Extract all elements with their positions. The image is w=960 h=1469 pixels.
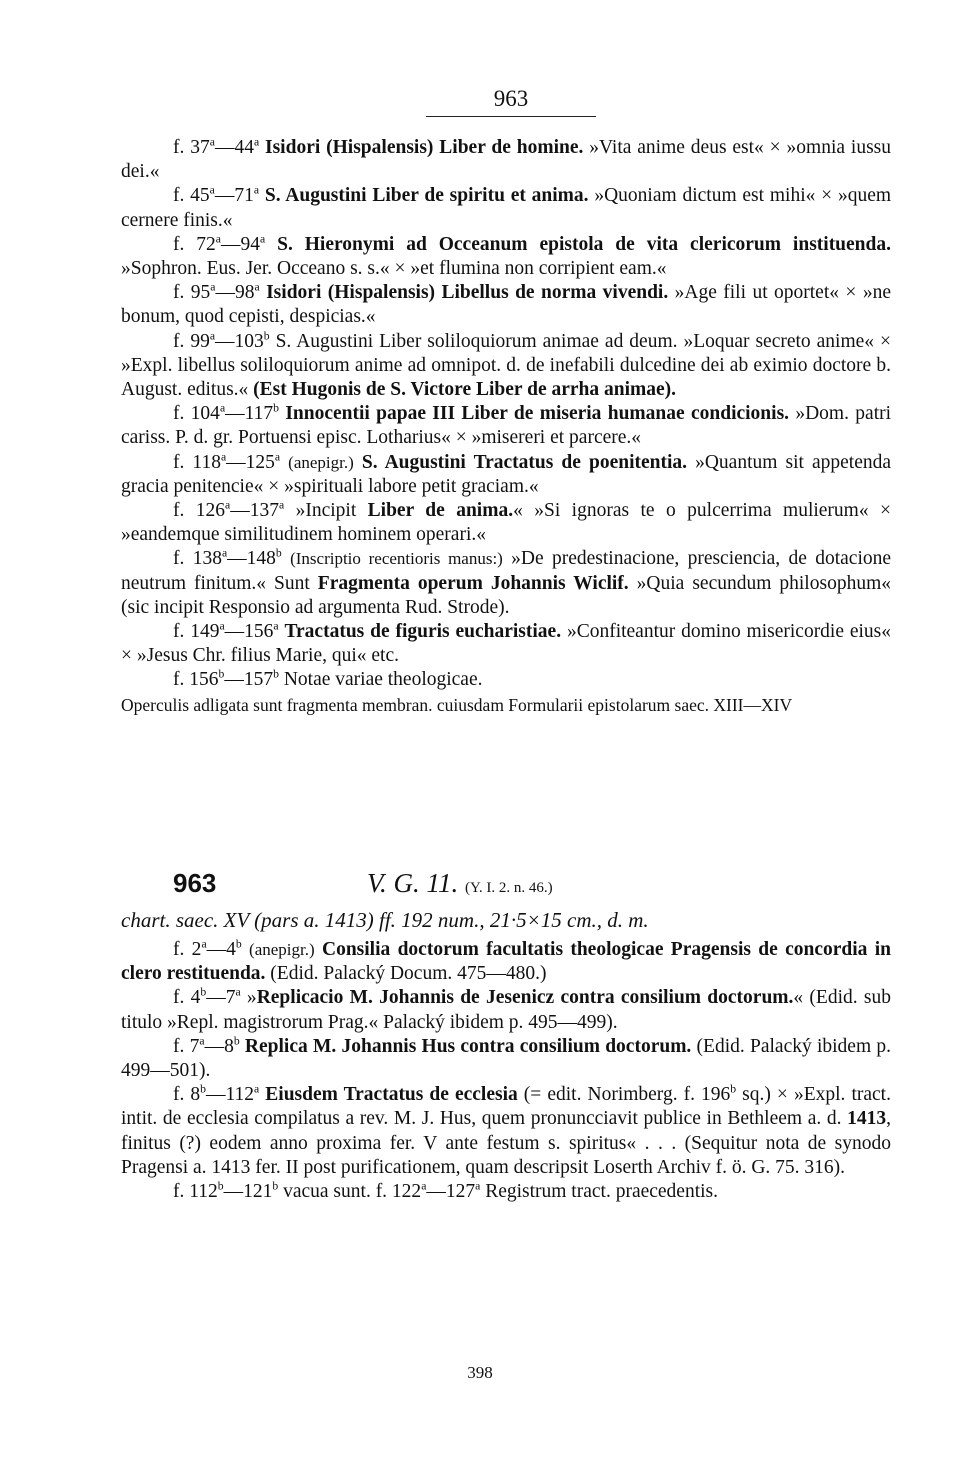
entry-6: f. 118$^a$—125$^a$ (anepigr.) S. Augustini Tractatus de poenitentia. »Quantum sit appetenda gracia penitencie« × »spirituali labore petit graciam.« <box>121 450 892 497</box>
shelfmark-text: V. G. 11. <box>367 868 459 898</box>
catalog-number: 963 <box>173 868 217 898</box>
entry-1: f. 45$^a$—71$^a$ S. Augustini Liber de spiritu et anima. »Quoniam dictum est mihi« × »quem cernere finis.« <box>121 183 892 231</box>
entry-b-0: f. 2$^a$—4$^b$ (anepigr.) Consilia doctorum facultatis theologicae Pragensis de concordia in clero restituenda. (Edid. Palacký Docum. 475—480.) <box>121 937 892 985</box>
entry-5: f. 104$^a$—117$^b$ Innocentii papae III Liber de miseria humanae condicionis. »Dom. patri cariss. P. d. gr. Portuensi episc. Lotharius« × »misereri et parcere.« <box>121 401 892 449</box>
entry-3: f. 95$^a$—98$^a$ Isidori (Hispalensis) Libellus de norma vivendi. »Age fili ut oportet« × »ne bonum, quod cepisti, despicias.« <box>121 280 891 328</box>
entry-b-4: f. 112$^b$—121$^b$ vacua sunt. f. 122$^a$—127$^a$ Registrum tract. praecedentis. <box>173 1179 719 1203</box>
entry-b-2: f. 7$^a$—8$^b$ Replica M. Johannis Hus contra consilium doctorum. (Edid. Palacký ibidem p. 499—501). <box>121 1034 892 1082</box>
entry-b-1: f. 4$^b$—7$^a$ »Replicacio M. Johannis de Jesenicz contra consilium doctorum.« (Edid. sub titulo »Repl. magistrorum Prag.« Palacký ibidem p. 495—499). <box>121 985 891 1033</box>
running-head: 963 <box>426 86 596 117</box>
entry-4: f. 99$^a$—103$^b$ S. Augustini Liber soliloquiorum animae ad deum. »Loquar secreto anime« × »Expl. libellus soliloquiorum anime ad omnipot. d. de inefabili dulcedine dei ab eximio doctore b. August. editus.« (Est Hugonis de S. Victore Liber de arrha animae). <box>121 329 891 401</box>
entry-9: f. 149$^a$—156$^a$ Tractatus de figuris eucharistiae. »Confiteantur domino misericordie eius« × »Jesus Chr. filius Marie, qui« etc. <box>121 619 892 667</box>
entry-8: f. 138$^a$—148$^b$ (Inscriptio recentioris manus:) »De predestinacione, presciencia, de dotacione neutrum finitum.« Sunt Fragmenta operum Johannis Wiclif. »Quia secundum philosophum« (sic incipit Responsio ad argumenta Rud. Strode). <box>121 546 892 618</box>
entry-2: f. 72$^a$—94$^a$ S. Hieronymi ad Occeanum epistola de vita clericorum instituenda. »Sophron. Eus. Jer. Occeano s. s.« × »et flumina non corripient eam.« <box>121 232 891 280</box>
entry-10: f. 156$^b$—157$^b$ Notae variae theologicae. <box>173 667 483 691</box>
entry-b-3: f. 8$^b$—112$^a$ Eiusdem Tractatus de ecclesia (= edit. Norimberg. f. 196$^b$ sq.) × »Expl. tract. intit. de ecclesia compilatus a rev. M. J. Hus, quem pronuncciavit publice in Bethleem a. d. 1413, finitus (?) eodem anno proxima fer. V ante festum s. spiritus« . . . (Sequitur nota de synodo Pragensi a. 1413 fer. II post purificationem, quam descripsit Loserth Archiv f. ö. G. 75. 316). <box>121 1082 891 1178</box>
entries-top <box>121 136 891 717</box>
binding-note: Operculis adligata sunt fragmenta membran. cuiusdam Formularii epistolarum saec. XIII—XIV <box>121 694 793 715</box>
entry-7: f. 126$^a$—137$^a$ »Incipit Liber de anima.« »Si ignoras te o pulcerrima mulierum« × »eandemque similitudinem hominem operari.« <box>121 498 892 546</box>
entries-bottom <box>121 938 891 1204</box>
shelfmark <box>367 868 553 899</box>
entry-0: f. 37$^a$—44$^a$ Isidori (Hispalensis) Liber de homine. »Vita anime deus est« × »omnia iussu dei.« <box>121 135 892 183</box>
old-shelfmark: (Y. I. 2. n. 46.) <box>465 880 553 896</box>
page-number: 398 <box>467 1363 493 1382</box>
physical-description: chart. saec. XV (pars a. 1413) ff. 192 num., 21·5×15 cm., d. m. <box>121 908 649 932</box>
